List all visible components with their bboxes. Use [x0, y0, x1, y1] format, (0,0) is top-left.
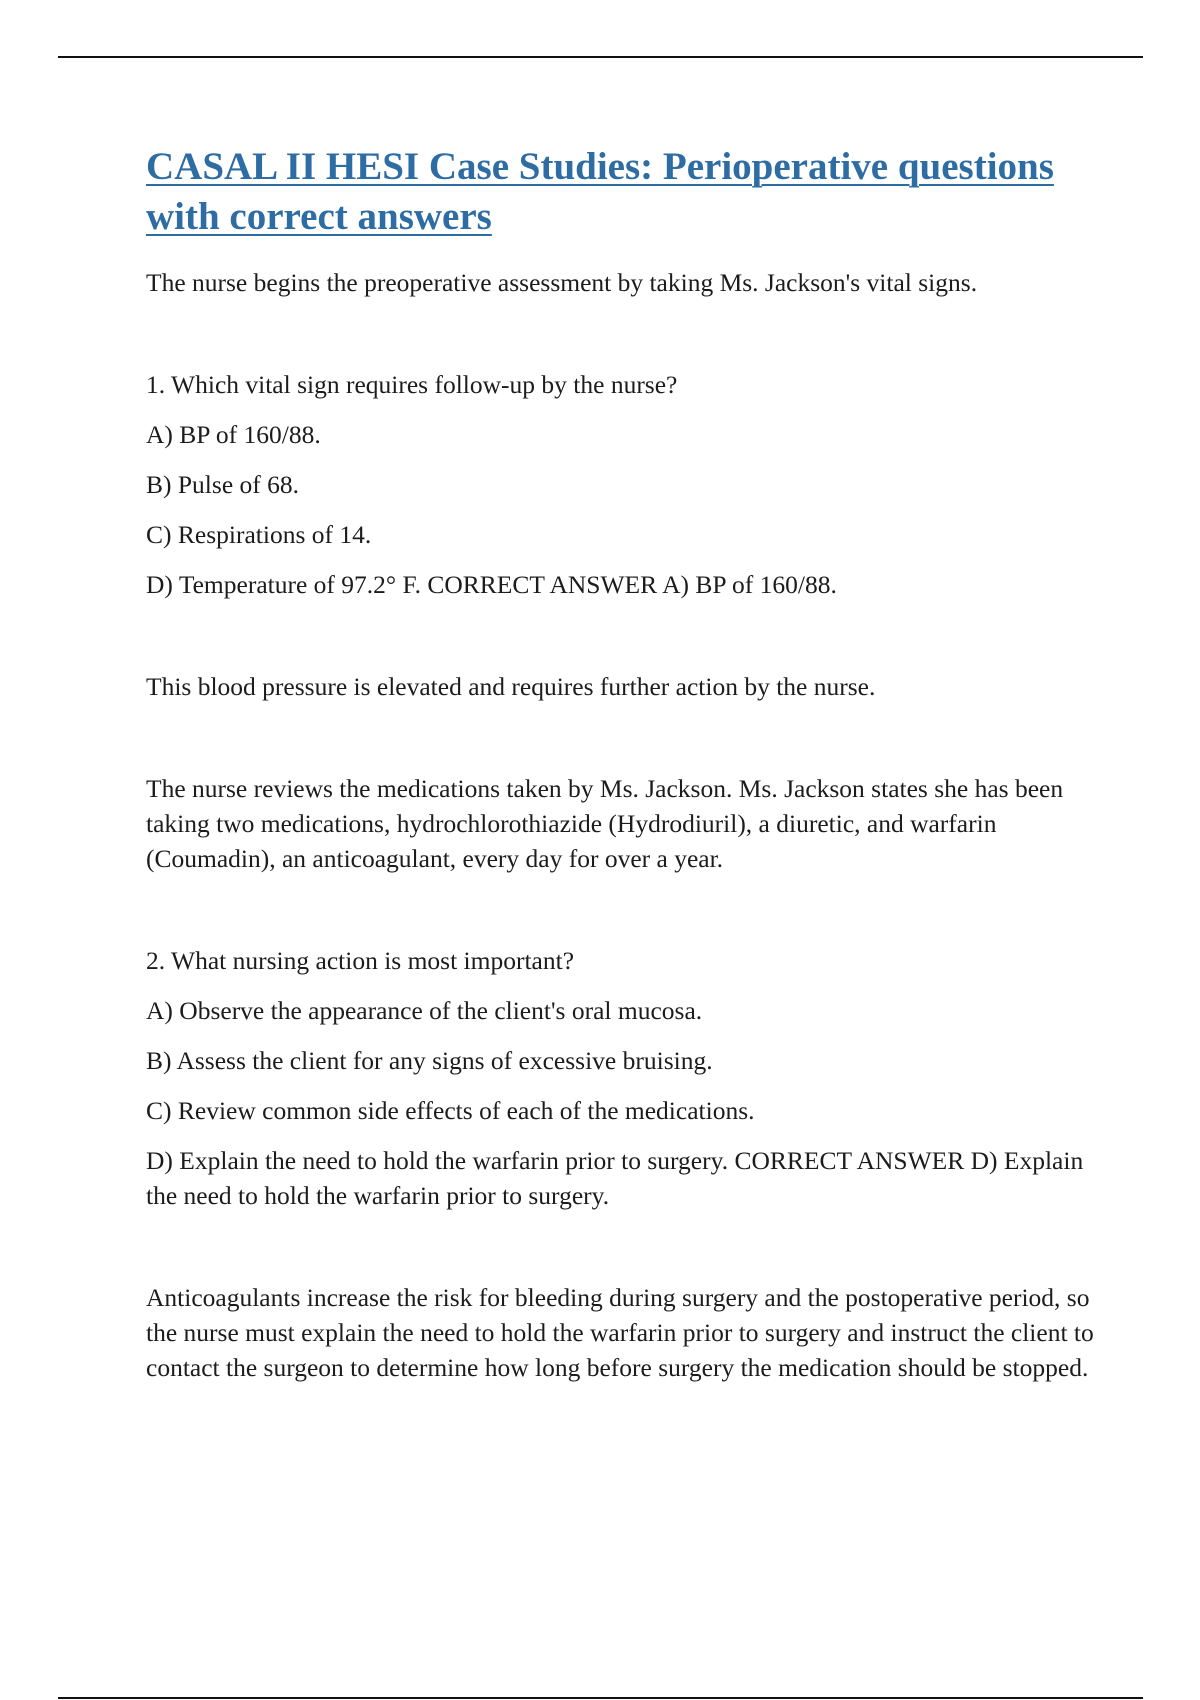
question-2-option-d: D) Explain the need to hold the warfarin prior to surgery. CORRECT ANSWER D) Explain the need to hold the warfarin prior to surgery. [146, 1146, 1084, 1210]
question-2-stem: 2. What nursing action is most important? [146, 946, 575, 975]
medication-scenario: The nurse reviews the medications taken by Ms. Jackson. Ms. Jackson states she has been taking two medications, hydrochlorothiazide (Hydrodiuril), a diuretic, and warfarin (Coumadin), an anticoagulant, every day for over a year. [146, 774, 1064, 873]
question-1-option-a: A) BP of 160/88. [146, 420, 321, 449]
top-divider [58, 56, 1143, 58]
question-1-stem: 1. Which vital sign requires follow-up by the nurse? [146, 370, 678, 399]
question-2-option-a: A) Observe the appearance of the client's oral mucosa. [146, 996, 703, 1025]
question-2-option-b: B) Assess the client for any signs of excessive bruising. [146, 1046, 713, 1075]
document-body [146, 142, 1096, 1385]
intro-paragraph: The nurse begins the preoperative assessment by taking Ms. Jackson's vital signs. [146, 268, 978, 297]
question-1-explanation: This blood pressure is elevated and requires further action by the nurse. [146, 672, 876, 701]
question-2-explanation: Anticoagulants increase the risk for bleeding during surgery and the postoperative period, so the nurse must explain the need to hold the warfarin prior to surgery and instruct the client to contact the surgeon to determine how long before surgery the medication should be stopped. [146, 1283, 1094, 1382]
question-1-option-c: C) Respirations of 14. [146, 520, 372, 549]
bottom-divider [58, 1697, 1143, 1699]
question-1-option-d: D) Temperature of 97.2° F. CORRECT ANSWER A) BP of 160/88. [146, 570, 837, 599]
question-2-option-c: C) Review common side effects of each of the medications. [146, 1096, 755, 1125]
document-title[interactable]: CASAL II HESI Case Studies: Perioperative questions with correct answers [146, 145, 1054, 238]
question-1-option-b: B) Pulse of 68. [146, 470, 299, 499]
